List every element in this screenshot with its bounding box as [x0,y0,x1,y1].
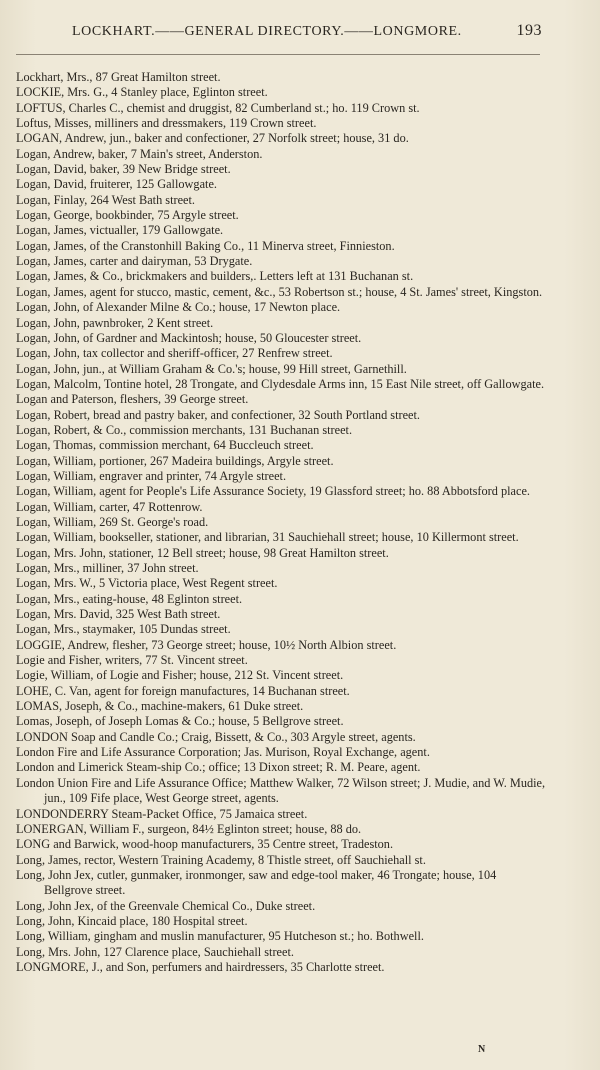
directory-entry: Logan, Mrs., milliner, 37 John street. [16,561,199,575]
directory-entry: Logan, James, victualler, 179 Gallowgate. [16,223,224,238]
directory-entry: LOHE, C. Van, agent for foreign manufactures, 14 Buchanan street. [16,683,350,698]
directory-entry: Loftus, Misses, milliners and dressmakers, 119 Crown street. [16,116,317,131]
directory-entry: Logan, James, & Co., brickmakers and builders,. Letters left at 131 Buchanan st. [16,269,414,284]
directory-entry: Logan, John, of Alexander Milne & Co.; house, 17 Newton place. [16,300,341,315]
directory-entry: Logan, William, bookseller, stationer, and librarian, 31 Sauchiehall street; house, 10 Killermont street. [16,530,519,545]
directory-entry: Long, John Jex, cutler, gunmaker, ironmonger, saw and edge-tool maker, 46 Trongate; house, 104 Bellgrove street. [16,867,500,898]
directory-entry: Logan, James, agent for stucco, mastic, cement, &c., 53 Robertson st.; house, 4 St. James' street, Kingston. [16,284,543,299]
header-rule [16,54,540,55]
directory-entry: Lomas, Joseph, of Joseph Lomas & Co.; house, 5 Bellgrove street. [16,714,344,729]
directory-entry: LOFTUS, Charles C., chemist and druggist, 82 Cumberland st.; ho. 119 Crown st. [16,100,420,115]
directory-entry: Logan, William, 269 St. George's road. [16,514,209,529]
directory-entry: Logan, John, of Gardner and Mackintosh; house, 50 Gloucester street. [16,330,362,345]
directory-entry: Logie and Fisher, writers, 77 St. Vincent street. [16,653,248,668]
directory-entry: Logan, Malcolm, Tontine hotel, 28 Trongate, and Clydesdale Arms inn, 15 East Nile street, off Gallowgate. [16,376,545,391]
directory-entry: Logan, George, bookbinder, 75 Argyle street. [16,208,239,223]
signature-mark: N [478,1044,486,1055]
directory-entry: Logan, William, carter, 47 Rottenrow. [16,499,203,514]
directory-entry: Logan, James, of the Cranstonhill Baking Co., 11 Minerva street, Finnieston. [16,238,395,253]
directory-entry: Logan, John, pawnbroker, 2 Kent street. [16,315,214,330]
directory-entry: Long, Mrs. John, 127 Clarence place, Sauchiehall street. [16,944,294,959]
directory-entry: LONGMORE, J., and Son, perfumers and hairdressers, 35 Charlotte street. [16,959,385,974]
directory-entry: LOGGIE, Andrew, flesher, 73 George street; house, 10½ North Albion street. [16,637,397,652]
directory-entry: Logan, Mrs. David, 325 West Bath street. [16,607,221,622]
directory-entry: Logan, David, baker, 39 New Bridge street. [16,162,231,177]
directory-entry: Long, John, Kincaid place, 180 Hospital street. [16,913,248,928]
directory-entry: Long, John Jex, of the Greenvale Chemical Co., Duke street. [16,898,316,913]
directory-entry: Long, James, rector, Western Training Academy, 8 Thistle street, off Sauchiehall st. [16,852,426,867]
directory-entry: LOGAN, Andrew, jun., baker and confectioner, 27 Norfolk street; house, 31 do. [16,131,409,146]
directory-entry: London Fire and Life Assurance Corporation; Jas. Murison, Royal Exchange, agent. [16,745,430,760]
directory-entry: Logan, William, engraver and printer, 74 Argyle street. [16,468,287,483]
directory-entry: Logan, John, tax collector and sheriff-officer, 27 Renfrew street. [16,346,333,361]
directory-entry: LOCKIE, Mrs. G., 4 Stanley place, Eglinton street. [16,85,268,100]
directory-entry: Logan, James, carter and dairyman, 53 Drygate. [16,254,253,269]
page-number: 193 [516,22,542,39]
directory-entry: Logan, Finlay, 264 West Bath street. [16,192,195,207]
directory-entry: Logan, John, jun., at William Graham & Co.'s; house, 99 Hill street, Garnethill. [16,361,407,376]
directory-entry: Logan, William, portioner, 267 Madeira buildings, Argyle street. [16,453,334,468]
directory-entry: LONDONDERRY Steam-Packet Office, 75 Jamaica street. [16,806,308,821]
directory-entry: London and Limerick Steam-ship Co.; office; 13 Dixon street; R. M. Peare, agent. [16,760,421,775]
directory-entry: LOMAS, Joseph, & Co., machine-makers, 61 Duke street. [16,699,304,714]
directory-entry: LONG and Barwick, wood-hoop manufacturers, 35 Centre street, Tradeston. [16,837,394,852]
directory-entry: Logan, Mrs., eating-house, 48 Eglinton street. [16,591,243,606]
directory-entries [16,70,549,975]
directory-entry: Logan, David, fruiterer, 125 Gallowgate. [16,177,217,192]
directory-entry: Logan, Robert, bread and pastry baker, and confectioner, 32 South Portland street. [16,407,421,422]
directory-entry: LONERGAN, William F., surgeon, 84½ Eglinton street; house, 88 do. [16,821,362,836]
page-header [0,24,600,46]
directory-entry: London Union Fire and Life Assurance Office; Matthew Walker, 72 Wilson street; J. Mudie, and W. Mudie, jun., 109 Fife place, West George street, agents. [16,775,549,806]
directory-entry: Logan, Andrew, baker, 7 Main's street, Anderston. [16,146,263,161]
directory-entry: Logan, Mrs. W., 5 Victoria place, West Regent street. [16,576,278,591]
directory-entry: Logan, Mrs. John, stationer, 12 Bell street; house, 98 Great Hamilton street. [16,545,389,560]
running-head: LOCKHART.——GENERAL DIRECTORY.——LONGMORE. [72,24,462,39]
directory-entry: Logan, William, agent for People's Life Assurance Society, 19 Glassford street; ho. 88 Abbotsford place. [16,484,530,499]
directory-entry: Logan, Thomas, commission merchant, 64 Buccleuch street. [16,438,314,453]
directory-entry: Long, William, gingham and muslin manufacturer, 95 Hutcheson st.; ho. Bothwell. [16,929,424,944]
directory-entry: Lockhart, Mrs., 87 Great Hamilton street. [16,70,221,84]
directory-entry: Logan and Paterson, fleshers, 39 George street. [16,392,249,407]
directory-entry: LONDON Soap and Candle Co.; Craig, Bissett, & Co., 303 Argyle street, agents. [16,729,416,744]
directory-entry: Logan, Robert, & Co., commission merchants, 131 Buchanan street. [16,422,353,437]
directory-entry: Logan, Mrs., staymaker, 105 Dundas street. [16,622,231,637]
directory-entry: Logie, William, of Logie and Fisher; house, 212 St. Vincent street. [16,668,344,683]
